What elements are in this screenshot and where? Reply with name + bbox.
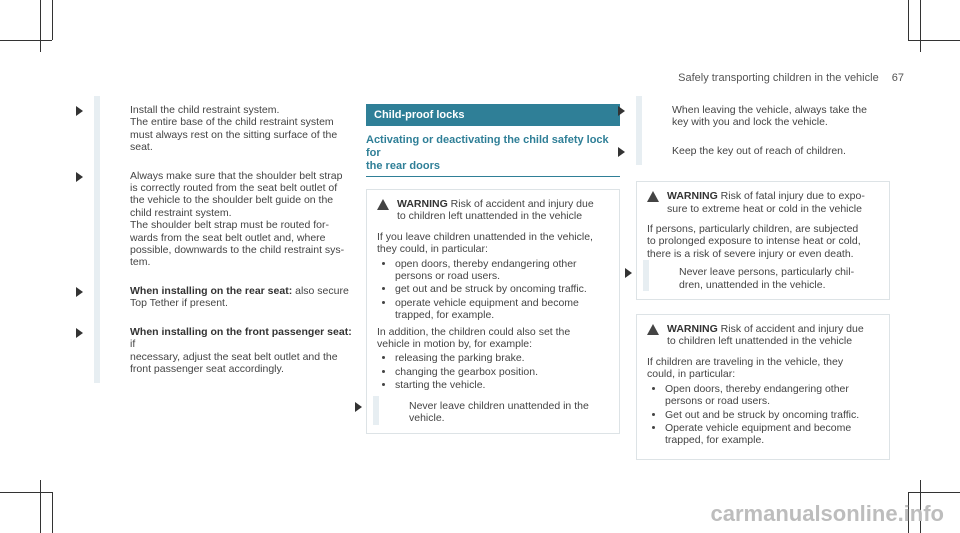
crop-mark [52,492,53,533]
warning-header [637,315,889,352]
warning-body [637,352,889,459]
running-header [678,72,904,84]
bullet-list [377,258,609,322]
arrow-icon [625,268,632,278]
arrow-icon [355,402,362,412]
warning-header [637,182,889,219]
warning-triangle-icon [647,324,659,335]
instruction-step [636,137,890,165]
list-item: • open doors, thereby endangering other persons or road users. [395,258,609,283]
section-title: Child-proof locks [366,104,620,126]
list-item: • get out and be struck by oncoming traffic. [395,283,609,295]
text-line: the vehicle to the shoulder belt guide on the [130,194,334,207]
instruction-step [94,96,356,162]
text-line: there is a risk of severe injury or even death. [647,247,854,260]
text-line: front passenger seat accordingly. [130,362,284,375]
text-line: In addition, the children could also set the [377,325,571,338]
text-line: Install the child restraint system. [130,104,280,116]
watermark: carmanualsonline.info [710,501,944,526]
arrow-icon [76,287,83,297]
text-line: Activating or deactivating the child safety lock for [366,134,609,159]
list-item: • releasing the parking brake. [395,352,609,364]
instruction-step [94,318,356,384]
arrow-icon [76,106,83,116]
text-line: Never leave children unattended in the [409,399,589,412]
text-line: dren, unattended in the vehicle. [679,278,826,291]
text-line: necessary, adjust the seat belt outlet and the [130,350,338,363]
instruction-step [94,277,356,318]
warning-body [637,219,889,299]
text-run: Risk of fatal injury due to expo- [717,190,865,203]
text-line: tem. [130,256,151,269]
warning-label: WARNING [667,190,718,203]
list-item: • Operate vehicle equipment and become trapped, for example. [665,422,879,447]
warning-box [636,181,890,300]
text-line: When leaving the vehicle, always take the [672,104,867,116]
header-title: Safely transporting children in the vehicle [678,72,879,84]
list-item: • changing the gearbox position. [395,366,609,378]
text-line: to prolonged exposure to intense heat or cold, [647,235,861,248]
text-line: they could, in particular: [377,243,488,256]
warning-header [367,190,619,227]
column-1 [94,96,356,383]
text-line: key with you and lock the vehicle. [672,116,828,129]
text-line: must always rest on the sitting surface of the [130,128,338,141]
crop-mark [0,40,52,41]
text-line: is correctly routed from the seat belt outlet of [130,182,338,195]
list-item: • operate vehicle equipment and become trapped, for example. [395,297,609,322]
text-line: vehicle. [409,412,445,425]
crop-mark [908,492,960,493]
text-line: Always make sure that the shoulder belt strap [130,169,343,182]
crop-mark [40,480,41,533]
instruction-step [643,260,879,291]
crop-mark [908,40,960,41]
arrow-icon [618,106,625,116]
text-line: possible, downwards to the child restraint sys- [130,244,345,257]
text-line: Never leave persons, particularly chil- [679,266,855,279]
column-2 [366,104,620,434]
crop-mark [52,0,53,40]
text-line: could, in particular: [647,368,736,381]
bullet-list [377,352,609,391]
text-line: Top Tether if present. [130,297,228,310]
column-3 [636,96,890,460]
arrow-icon [76,328,83,338]
list-item: • starting the vehicle. [395,379,609,391]
bullet-list [647,383,879,447]
text-run: Risk of accident and injury due [717,323,864,336]
text-run: also secure [292,284,349,297]
warning-body [367,227,619,433]
text-run: Risk of accident and injury due [447,198,594,210]
text-line: The entire base of the child restraint system [130,116,334,129]
subsection-title [366,134,620,177]
text-line: the rear doors [366,160,440,172]
text-run: if [130,338,136,351]
text-line: If children are traveling in the vehicle, they [647,355,844,368]
text-line: Keep the key out of reach of children. [672,144,846,157]
list-item: • Open doors, thereby endangering other persons or road users. [665,383,879,408]
warning-box [636,314,890,460]
text-line: to children left unattended in the vehicle [667,335,853,348]
text-line: The shoulder belt strap must be routed for- [130,219,330,232]
warning-triangle-icon [377,199,389,210]
crop-mark [40,0,41,52]
instruction-step [94,162,356,277]
page-number: 67 [891,72,904,84]
arrow-icon [618,147,625,157]
text-line: wards from the seat belt outlet and, where [130,231,326,244]
bold-lead: When installing on the front passenger seat: [130,325,352,338]
text-line: If you leave children unattended in the vehicle, [377,230,593,243]
text-line: to children left unattended in the vehicle [397,210,583,223]
text-line: sure to extreme heat or cold in the vehicle [667,202,862,215]
instruction-step [373,396,609,425]
crop-mark [0,492,52,493]
warning-box [366,189,620,434]
warning-label: WARNING [667,323,718,336]
text-line [130,285,356,297]
instruction-step [636,96,890,137]
text-line: If persons, particularly children, are subjected [647,223,859,236]
crop-mark [908,0,909,40]
text-line [130,326,356,351]
crop-mark [920,0,921,52]
warning-label: WARNING [397,198,448,210]
bold-lead: When installing on the rear seat: [130,284,293,297]
text-line: vehicle in motion by, for example: [377,338,533,351]
list-item: • Get out and be struck by oncoming traffic. [665,409,879,421]
warning-triangle-icon [647,191,659,202]
text-line: seat. [130,141,153,154]
arrow-icon [76,172,83,182]
text-line: child restraint system. [130,206,232,219]
